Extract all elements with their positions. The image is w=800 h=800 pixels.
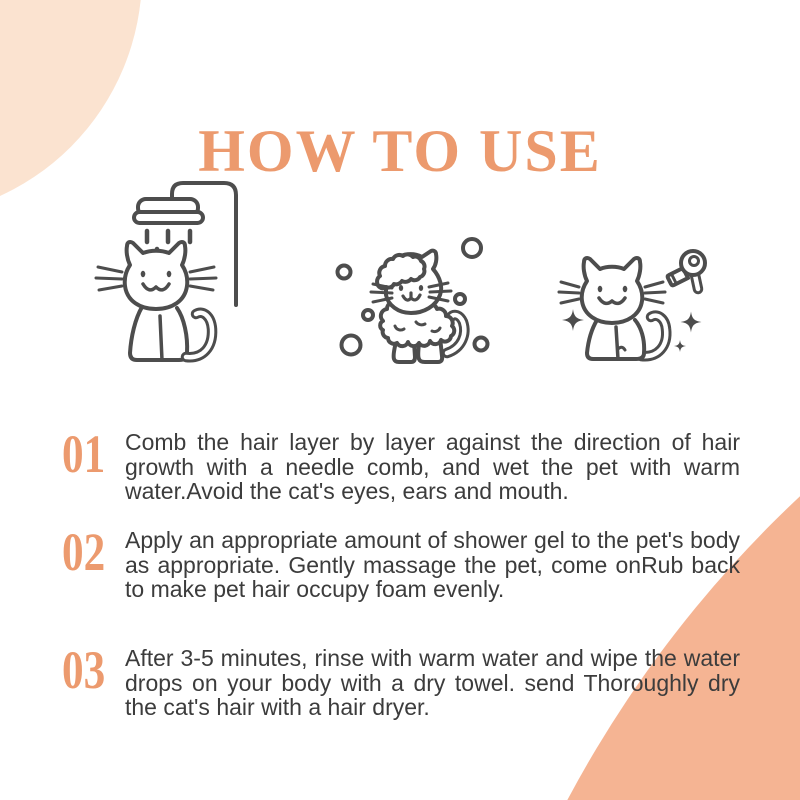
cat-figure	[96, 242, 216, 360]
page-title: HOW TO USE	[198, 118, 602, 185]
step-text: Apply an appropriate amount of shower gel to the pet's body as appropriate. Gently massage the pet, come onRub back to make pet hair occupy foam evenly.	[125, 527, 740, 603]
cat-foam-illustration	[315, 225, 500, 385]
cat-figure	[371, 251, 464, 362]
step-number: 01	[62, 424, 106, 484]
step-number: 03	[62, 640, 106, 700]
cat-figure	[559, 258, 666, 359]
step-item	[62, 640, 740, 721]
step-text: Comb the hair layer by layer against the direction of hair growth with a needle comb, and wet the pet with warm water.Avoid the cat's eyes, ears and mouth.	[125, 429, 740, 505]
step-number: 02	[62, 522, 106, 582]
step-item	[62, 522, 740, 603]
cat-dry-illustration	[545, 232, 725, 377]
step-text: After 3-5 minutes, rinse with warm water and wipe the water drops on your body with a dry towel. send Thoroughly dry the cat's hair with a hair dryer.	[125, 645, 740, 721]
step-item	[62, 424, 740, 505]
cat-shower-illustration	[90, 168, 275, 368]
hair-dryer-icon	[668, 251, 705, 289]
